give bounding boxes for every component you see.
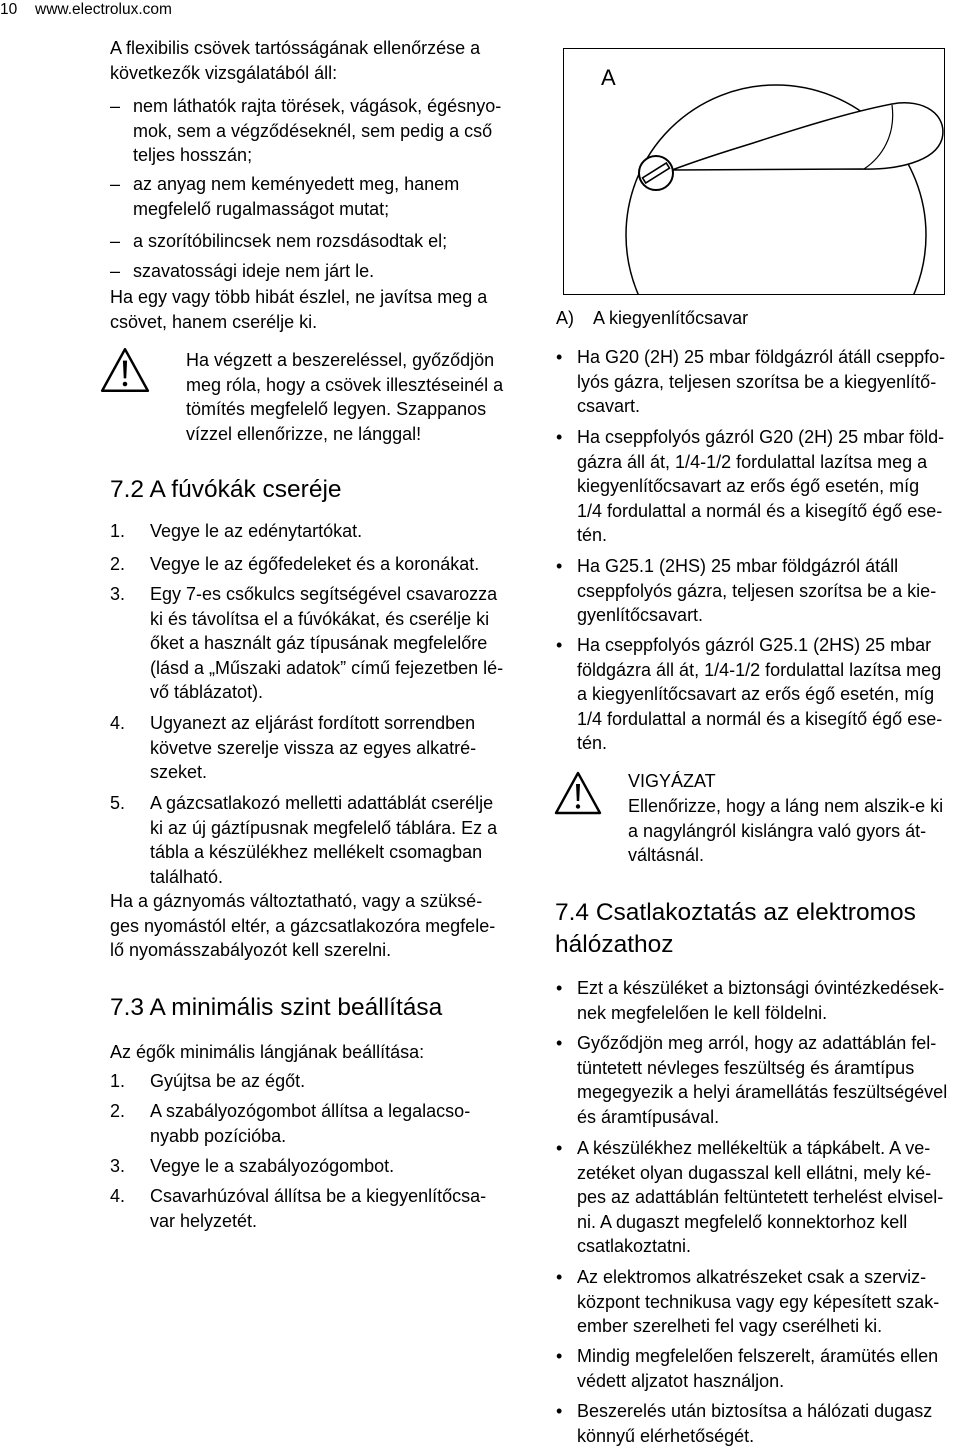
step-item xyxy=(110,791,497,889)
check-item xyxy=(110,172,459,221)
bullet-text: Győződjön meg arról, hogy az adattáblán fel- tüntetett névleges feszültség és áramtípus megegyezik a helyi áramellátás feszültségével és áramtípusával. xyxy=(577,1033,948,1127)
bullet-item xyxy=(556,1399,932,1448)
step-item xyxy=(110,1184,486,1233)
dash-marker: – xyxy=(110,96,121,116)
check-text: az anyag nem keményedett meg, hanem megfelelő rugalmasságot mutat; xyxy=(133,174,460,219)
check-item xyxy=(110,94,501,168)
step-item xyxy=(110,711,476,785)
bullet-item xyxy=(556,425,944,548)
replace-note: Ha egy vagy több hibát észlel, ne javítsa meg a csövet, hanem cserélje ki. xyxy=(110,287,488,332)
step-item xyxy=(110,582,503,705)
knob-illustration xyxy=(564,49,944,294)
step-text: Csavarhúzóval állítsa be a kiegyenlítőcsa- var helyzetét. xyxy=(150,1186,487,1231)
figure-caption xyxy=(556,306,748,331)
check-text: szavatossági ideje nem járt le. xyxy=(133,261,375,281)
dash-marker: – xyxy=(110,231,121,251)
bullet-text: Ha G25.1 (2HS) 25 mbar földgázról átáll cseppfolyós gázra, teljesen szorítsa be a kie- gyenlítőcsavart. xyxy=(577,556,937,625)
dash-marker: – xyxy=(110,261,121,281)
caption-marker: A) xyxy=(556,308,574,328)
bullet-marker: • xyxy=(556,1267,563,1287)
bullet-item xyxy=(556,554,936,628)
bullet-marker: • xyxy=(556,1033,563,1053)
check-text: a szorítóbilincsek nem rozsdásodtak el; xyxy=(133,231,448,251)
check-text: nem láthatók rajta törések, vágások, égésnyo- mok, sem a végződéseknél, sem pedig a cső teljes hosszán; xyxy=(133,96,502,165)
bullet-text: Ezt a készüléket a biztonsági óvintézkedések- nek megfelelően le kell földelni. xyxy=(577,978,945,1023)
page-number: 10 xyxy=(0,1,18,18)
step-number: 3. xyxy=(110,1156,126,1176)
bypass-screw-figure xyxy=(563,48,945,295)
caption-text: A kiegyenlítőcsavar xyxy=(593,308,749,328)
step-text: Vegye le az edénytartókat. xyxy=(150,521,363,541)
step-item xyxy=(110,1154,394,1179)
step-text: Gyújtsa be az égőt. xyxy=(150,1071,306,1091)
bullet-marker: • xyxy=(556,1346,563,1366)
warning-icon xyxy=(553,770,603,823)
bullet-text: Ha G20 (2H) 25 mbar földgázról átáll cseppfo- lyós gázra, teljesen szorítsa be a kiegyenlítő- csavart. xyxy=(577,347,946,416)
step-number: 2. xyxy=(110,554,126,574)
pressure-note: Ha a gáznyomás változtatható, vagy a szüksé- ges nyomástól eltér, a gázcsatlakozóra megfele- lő nyomásszabályozót kell szerelni. xyxy=(110,891,496,960)
step-item xyxy=(110,552,479,577)
bullet-text: Beszerelés után biztosítsa a hálózati dugasz könnyű elérhetőségét. xyxy=(577,1401,933,1446)
bullet-text: Ha cseppfolyós gázról G20 (2H) 25 mbar föld- gázra áll át, 1/4-1/2 fordulattal lazítsa meg a kiegyenlítőcsavart az erős égő esetén, míg 1/4 fordulattal a normál és a kisegítő égő ese- tén. xyxy=(577,427,945,545)
step-item xyxy=(110,1069,305,1094)
step-item xyxy=(110,519,362,544)
bullet-item xyxy=(556,1344,938,1393)
check-item xyxy=(110,229,447,254)
step-text: A szabályozógombot állítsa a legalacso- nyabb pozícióba. xyxy=(150,1101,471,1146)
bullet-marker: • xyxy=(556,635,563,655)
section-title-7-3: 7.3 A minimális szint beállítása xyxy=(110,994,443,1021)
bullet-item xyxy=(556,1031,947,1129)
step-number: 1. xyxy=(110,521,126,541)
step-text: Egy 7-es csőkulcs segítségével csavarozza ki és távolítsa el a fúvókákat, és cserélje ki őket a használt gáz típusának megfelelőre (lásd a „Műszaki adatok” című fejezetben lé- vő táblázatot). xyxy=(150,584,504,702)
control-knob-shape xyxy=(672,103,943,170)
figure-label: A xyxy=(601,65,616,90)
bullet-marker: • xyxy=(556,1138,563,1158)
step-number: 4. xyxy=(110,713,126,733)
bullet-marker: • xyxy=(556,1401,563,1421)
bullet-item xyxy=(556,1136,943,1259)
step-number: 5. xyxy=(110,793,126,813)
step-item xyxy=(110,1099,470,1148)
step-number: 3. xyxy=(110,584,126,604)
step-text: Ugyanezt az eljárást fordított sorrendben követve szerelje vissza az egyes alkatré- szeket. xyxy=(150,713,477,782)
section-title-7-2: 7.2 A fúvókák cseréje xyxy=(110,476,342,503)
step-text: Vegye le az égőfedeleket és a koronákat. xyxy=(150,554,480,574)
bullet-text: Az elektromos alkatrészeket csak a szerviz- központ technikusa vagy egy képesített szak- ember szerelheti fel vagy cserélheti ki. xyxy=(577,1267,940,1336)
section-intro: Az égők minimális lángjának beállítása: xyxy=(110,1042,425,1062)
step-number: 2. xyxy=(110,1101,126,1121)
bullet-marker: • xyxy=(556,978,563,998)
step-text: Vegye le a szabályozógombot. xyxy=(150,1156,395,1176)
section-title-7-4: 7.4 Csatlakoztatás az elektromos hálózathoz xyxy=(555,899,916,958)
bullet-item xyxy=(556,633,942,756)
bullet-item xyxy=(556,976,944,1025)
bullet-marker: • xyxy=(556,427,563,447)
step-text: A gázcsatlakozó melletti adattáblát cserélje ki az új gáztípusnak megfelelő táblára. Ez a tábla a készülékhez mellékelt csomagban található. xyxy=(150,793,498,887)
dash-marker: – xyxy=(110,174,121,194)
bullet-item xyxy=(556,1265,939,1339)
bullet-marker: • xyxy=(556,556,563,576)
bullet-text: Mindig megfelelően felszerelt, áramütés ellen védett aljzatot használjon. xyxy=(577,1346,939,1391)
intro-paragraph: A flexibilis csövek tartósságának ellenőrzése a következők vizsgálatából áll: xyxy=(110,38,481,83)
warning-text: Ha végzett a beszereléssel, győződjön meg róla, hogy a csövek illesztéseinél a tömítés megfelelő legyen. Szappanos vízzel ellenőrizze, ne lánggal! xyxy=(186,350,504,444)
bullet-marker: • xyxy=(556,347,563,367)
bullet-text: A készülékhez mellékeltük a tápkábelt. A ve- zetéket olyan dugasszal kell ellátni, mely ké- pes az adattáblán feltüntetett terhelést elvisel- ni. A dugaszt megfelelő konnektorhoz kell csatlakoztatni. xyxy=(577,1138,944,1256)
caution-text: Ellenőrizze, hogy a láng nem alszik-e ki a nagylángról kislángra való gyors át- váltásnál. xyxy=(628,796,944,865)
step-number: 1. xyxy=(110,1071,126,1091)
warning-icon xyxy=(99,346,151,401)
bullet-text: Ha cseppfolyós gázról G25.1 (2HS) 25 mbar földgázra áll át, 1/4-1/2 fordulattal lazítsa meg a kiegyenlítőcsavart az erős égő esetén, míg 1/4 fordulattal a normál és a kisegítő égő ese- tén. xyxy=(577,635,943,753)
step-number: 4. xyxy=(110,1186,126,1206)
bullet-item xyxy=(556,345,945,419)
website-url: www.electrolux.com xyxy=(35,1,172,18)
check-item xyxy=(110,259,374,284)
caution-title: VIGYÁZAT xyxy=(628,771,716,791)
